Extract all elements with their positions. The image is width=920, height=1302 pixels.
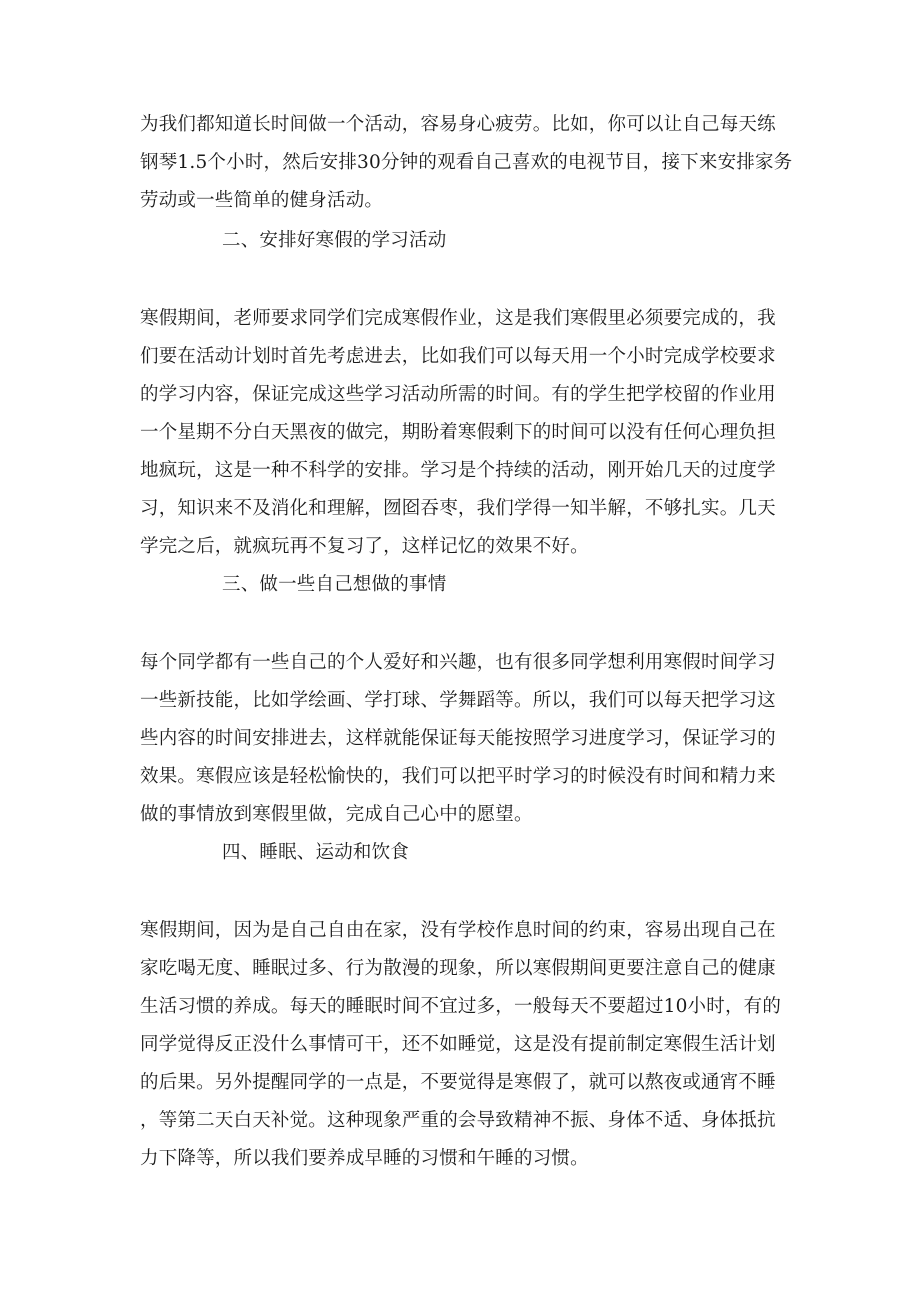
paragraph-line: 地疯玩，这是一种不科学的安排。学习是个持续的活动，刚开始几天的过度学	[140, 460, 776, 481]
paragraph-line: 寒假期间，因为是自己自由在家，没有学校作息时间的约束，容易出现自己在	[140, 920, 776, 941]
paragraph-line: 为我们都知道长时间做一个活动，容易身心疲劳。比如，你可以让自己每天练	[140, 114, 776, 135]
paragraph-line: 寒假期间，老师要求同学们完成寒假作业，这是我们寒假里必须要完成的，我	[140, 308, 776, 329]
paragraph-line: 钢琴1.5个小时，然后安排30分钟的观看自己喜欢的电视节目，接下来安排家务	[140, 152, 793, 173]
paragraph-line: 些内容的时间安排进去，这样就能保证每天能按照学习进度学习，保证学习的	[140, 728, 776, 749]
paragraph-line: 习，知识来不及消化和理解，囫囵吞枣，我们学得一知半解，不够扎实。几天	[140, 498, 776, 519]
paragraph-line: 同学觉得反正没什么事情可干，还不如睡觉，这是没有提前制定寒假生活计划	[140, 1034, 776, 1055]
paragraph-line: 一个星期不分白天黑夜的做完，期盼着寒假剩下的时间可以没有任何心理负担	[140, 422, 776, 443]
section-heading: 二、安排好寒假的学习活动	[222, 230, 447, 251]
section-heading: 三、做一些自己想做的事情	[222, 574, 447, 595]
paragraph-line: 效果。寒假应该是轻松愉快的，我们可以把平时学习的时候没有时间和精力来	[140, 766, 776, 787]
paragraph-line: 生活习惯的养成。每天的睡眠时间不宜过多，一般每天不要超过10小时，有的	[140, 996, 782, 1017]
paragraph-line: 家吃喝无度、睡眠过多、行为散漫的现象，所以寒假期间更要注意自己的健康	[140, 958, 776, 979]
paragraph-line: ，等第二天白天补觉。这种现象严重的会导致精神不振、身体不适、身体抵抗	[140, 1110, 776, 1131]
paragraph-line: 的学习内容，保证完成这些学习活动所需的时间。有的学生把学校留的作业用	[140, 384, 776, 405]
section-heading: 四、睡眠、运动和饮食	[222, 842, 410, 863]
paragraph-line: 一些新技能，比如学绘画、学打球、学舞蹈等。所以，我们可以每天把学习这	[140, 690, 776, 711]
paragraph-line: 们要在活动计划时首先考虑进去，比如我们可以每天用一个小时完成学校要求	[140, 346, 776, 367]
paragraph-line: 劳动或一些简单的健身活动。	[140, 190, 384, 211]
paragraph-line: 每个同学都有一些自己的个人爱好和兴趣，也有很多同学想利用寒假时间学习	[140, 652, 776, 673]
paragraph-line: 学完之后，就疯玩再不复习了，这样记忆的效果不好。	[140, 536, 589, 557]
paragraph-line: 的后果。另外提醒同学的一点是，不要觉得是寒假了，就可以熬夜或通宵不睡	[140, 1072, 776, 1093]
paragraph-line: 做的事情放到寒假里做，完成自己心中的愿望。	[140, 804, 533, 825]
paragraph-line: 力下降等，所以我们要养成早睡的习惯和午睡的习惯。	[140, 1148, 589, 1169]
